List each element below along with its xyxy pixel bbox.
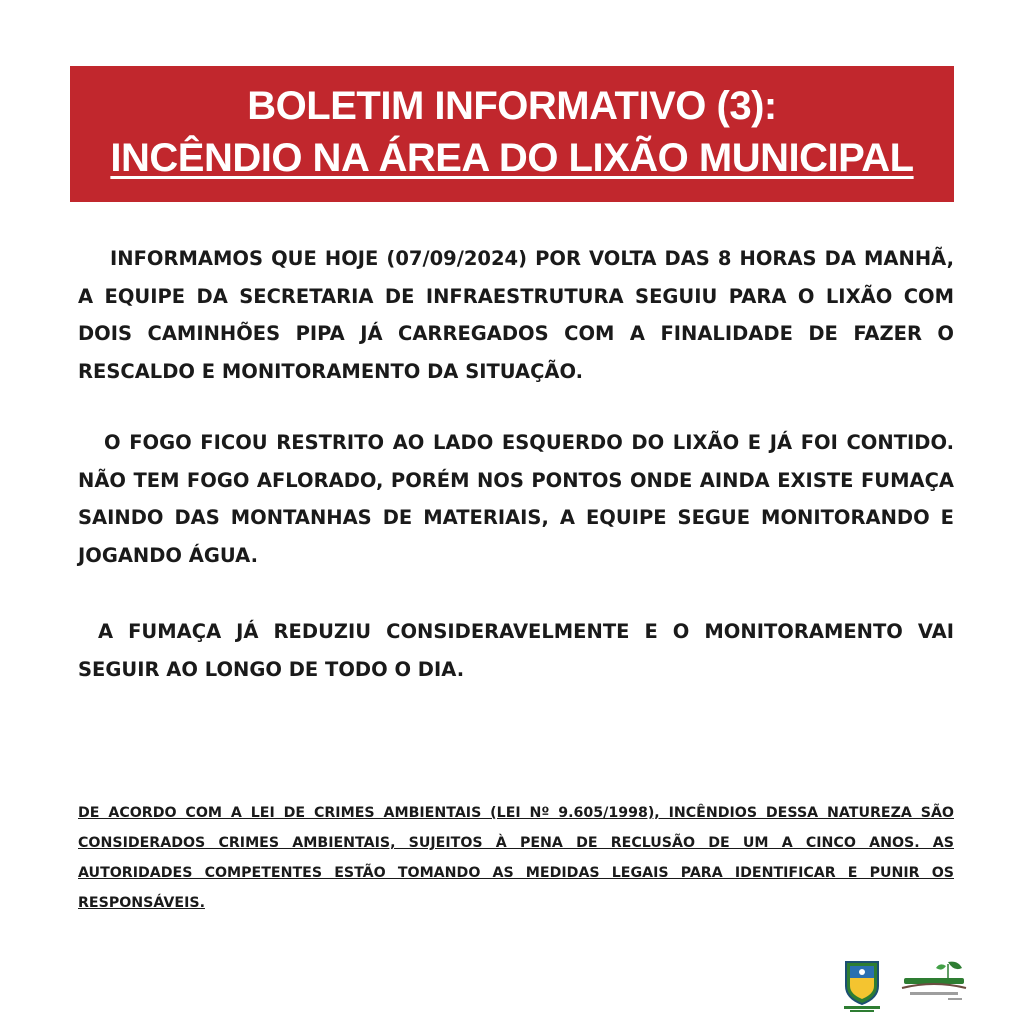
footer-logos — [840, 956, 980, 1016]
bulletin-title: BOLETIM INFORMATIVO (3): — [247, 84, 777, 128]
bulletin-subtitle: INCÊNDIO NA ÁREA DO LIXÃO MUNICIPAL — [110, 136, 914, 180]
meio-ambiente-logo — [898, 958, 970, 1004]
paragraph-1: INFORMAMOS QUE HOJE (07/09/2024) POR VOLTA DAS 8 HORAS DA MANHÃ, A EQUIPE DA SECRETARIA DE INFRAESTRUTURA SEGUIU PARA O LIXÃO COM DOIS CAMINHÕES PIPA JÁ CARREGADOS COM A FINALIDADE DE FAZER O RESCALDO E MONITORAMENTO DA SITUAÇÃO. — [78, 247, 954, 383]
paragraph-3: A FUMAÇA JÁ REDUZIU CONSIDERAVELMENTE E O MONITORAMENTO VAI SEGUIR AO LONGO DE TODO O DIA. — [78, 620, 954, 681]
legal-notice: DE ACORDO COM A LEI DE CRIMES AMBIENTAIS (LEI Nº 9.605/1998), INCÊNDIOS DESSA NATUREZA SÃO CONSIDERADOS CRIMES AMBIENTAIS, SUJEITOS À PENA DE RECLUSÃO DE UM A CINCO ANOS. AS AUTORIDADES COMPETENTES ESTÃO TOMANDO AS MEDIDAS LEGAIS PARA IDENTIFICAR E PUNIR OS RESPONSÁVEIS. — [78, 805, 954, 911]
title-banner — [70, 66, 954, 202]
paragraph-2: O FOGO FICOU RESTRITO AO LADO ESQUERDO DO LIXÃO E JÁ FOI CONTIDO. NÃO TEM FOGO AFLORADO, PORÉM NOS PONTOS ONDE AINDA EXISTE FUMAÇA SAINDO DAS MONTANHAS DE MATERIAIS, A EQUIPE SEGUE MONITORANDO E JOGANDO ÁGUA. — [78, 431, 954, 567]
municipal-crest-logo — [840, 956, 884, 1014]
